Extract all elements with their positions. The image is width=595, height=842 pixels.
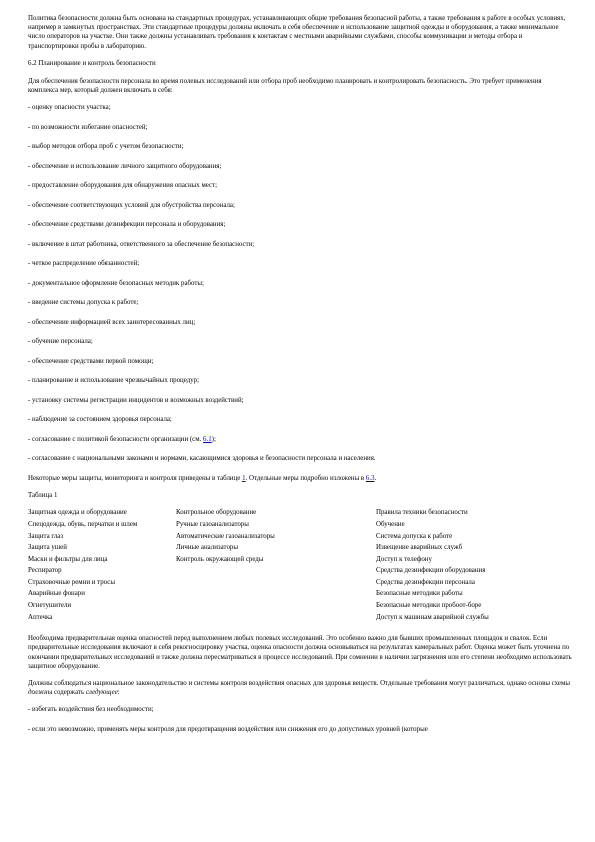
emphasis-must: должны: [28, 689, 53, 697]
table-cell: Страховочные ремни и тросы: [28, 578, 115, 586]
table-cell: Правила техники безопасности: [376, 509, 468, 517]
table-cell: [176, 567, 376, 579]
document-page: [28, 14, 573, 744]
table-cell: Ручные газоанализаторы: [176, 520, 249, 528]
list-item: - установку системы регистрации инцидентов и возможных воздействий;: [28, 396, 244, 404]
reference-text-middle: . Отдельные меры подробно изложены в: [245, 474, 366, 482]
table-cell: Извещение аварийных служб: [376, 544, 463, 552]
table-cell: Автоматические газоанализаторы: [176, 532, 275, 540]
table-cell: Безопасные методики пробоот-боре: [376, 602, 482, 610]
table-1-link[interactable]: 1: [242, 474, 246, 482]
legislation-text-middle: содержать: [52, 689, 86, 697]
list-item: - включение в штат работника, ответственного за обеспечение безопасности;: [28, 240, 255, 248]
table-caption: Таблица 1: [28, 492, 58, 500]
table-row: [28, 567, 573, 579]
list-item-text: - согласование с политикой безопасности организации (см.: [28, 435, 204, 443]
table-row: [28, 614, 573, 626]
table-cell: Аварийные фонари: [28, 590, 85, 598]
intro-paragraph: Политика безопасности должна быть основана на стандартных процедурах, устанавливающих общие требования безопасной работы, а также требования к работе в особых условиях, например в замкнутых пространствах. Эти стандартные процедуры должны включать в себя обеспечение и использование защитной одежды и оборудования, а также минимальное число операторов на участке. Они также должны устанавливать требования к контактам с местными аварийными службами, способы коммуникации и методы отбора и транспортировки пробы в лабораторию.: [28, 15, 566, 50]
list-item: - четкое распределение обязанностей;: [28, 260, 140, 268]
list-item: - введение системы допуска к работе;: [28, 299, 139, 307]
list-item: - выбор методов отбора проб с учетом безопасности;: [28, 143, 184, 151]
table-row: [28, 521, 573, 533]
table-cell: Респиратор: [28, 567, 62, 575]
emphasis-following: следующее: [85, 689, 118, 697]
table-cell: Спецодежда, обувь, перчатки и шлем: [28, 520, 138, 528]
planning-paragraph: Для обеспечения безопасности персонала во время полевых исследований или отбора проб необходимо планировать и контролировать безопасность. Это требует применения комплекса мер, который должен включать в себя:: [28, 78, 542, 95]
legislation-text-end: :: [117, 689, 120, 697]
list-item-tail: );: [211, 435, 216, 443]
table-cell: [176, 590, 376, 602]
list-item: - обеспечение средствами первой помощи;: [28, 357, 154, 365]
list-item: - обеспечение и использование личного защитного оборудования;: [28, 162, 222, 170]
reference-text: Некоторые меры защиты, мониторинга и контроля приведены в таблице: [28, 474, 243, 482]
table-row: [28, 556, 573, 568]
list-item: - согласование с национальными законами и нормами, касающимися здоровья и безопасности персонала и населения.: [28, 455, 376, 463]
table-row: [28, 602, 573, 614]
list-item: - по возможности избегание опасностей;: [28, 123, 148, 131]
list-item: - избегать воздействия без необходимости;: [28, 706, 154, 714]
table-cell: Личные анализаторы: [176, 544, 238, 552]
table-cell: Контроль окружающей среды: [176, 555, 264, 563]
table-row: [28, 544, 573, 556]
table-cell: [176, 614, 376, 626]
list-item: - наблюдение за состоянием здоровья персонала;: [28, 416, 172, 424]
table-cell: Безопасные методики работы: [376, 590, 463, 598]
table-cell: Защита глаз: [28, 532, 64, 540]
table-cell: Доступ к машинам аварийной службы: [376, 613, 489, 621]
hazard-assessment-paragraph: Необходима предварительная оценка опасностей перед выполнением любых полевых исследований. Это особенно важно для бывших промышленных площадок и свалок. Если предварительные исследования включают в себя рекогносцировку участка, оценка опасности должна основываться на результатах камеральных работ. Оценка может быть уточнена по окончании предварительных исследований и также должна пересматриваться в процессе исследований. При сомнении в наличии загрязнения или его степени необходимо использовать защитное оборудование.: [28, 635, 572, 670]
table-cell: [176, 579, 376, 591]
list-item: - обеспечение соответствующих условий для обустройства персонала;: [28, 201, 235, 209]
table-cell: Огнетушители: [28, 602, 72, 610]
legislation-text: Должны соблюдаться национальное законодательство и системы контроля воздействия опасных для здоровья веществ. Отдельные требования могут различаться, однако основы схемы: [28, 680, 570, 688]
table-header-row: [28, 509, 573, 521]
table-row: [28, 533, 573, 545]
list-item: - планирование и использование чрезвычайных процедур;: [28, 377, 200, 385]
table-cell: Маски и фильтры для лица: [28, 555, 108, 563]
section-6-1-link[interactable]: 6.1: [203, 435, 212, 443]
table-cell: Средства дезинфекции оборудования: [376, 567, 486, 575]
table-cell: Средства дезинфекции персонала: [376, 578, 475, 586]
list-item: - обеспечение информацией всех заинтересованных лиц;: [28, 318, 196, 326]
legislation-paragraph: [28, 679, 573, 697]
table-row: [28, 579, 573, 591]
list-item: - предоставление оборудования для обнаружения опасных мест;: [28, 182, 218, 190]
table-cell: Обучение: [376, 520, 405, 528]
table-cell: Защита ушей: [28, 544, 67, 552]
table-cell: Система допуска к работе: [376, 532, 453, 540]
section-6-3-link[interactable]: 6.3: [365, 474, 375, 482]
list-item: - если это невозможно, применять меры контроля для предотвращения воздействия или снижения его до допустимых уровней (которые: [28, 725, 428, 733]
list-item: - обучение персонала;: [28, 338, 93, 346]
table-cell: Контрольное оборудование: [176, 509, 257, 517]
safety-measures-table: [28, 509, 573, 625]
reference-text-end: .: [374, 474, 377, 482]
list-item: - документальное оформление безопасных методик работы;: [28, 279, 204, 287]
table-row: [28, 590, 573, 602]
list-item-policy: [28, 435, 573, 444]
table-cell: Доступ к телефону: [376, 555, 432, 563]
list-item: - оценку опасности участка;: [28, 104, 111, 112]
table-reference-paragraph: [28, 474, 573, 483]
table-cell: Защитная одежда и оборудование: [28, 509, 127, 517]
list-item: - обеспечение средствами дезинфекции персонала и оборудования;: [28, 221, 226, 229]
table-cell: Аптечка: [28, 613, 53, 621]
measures-list: [28, 103, 573, 463]
section-heading: 6.2 Планирование и контроль безопасности: [28, 59, 156, 67]
table-cell: [176, 602, 376, 614]
